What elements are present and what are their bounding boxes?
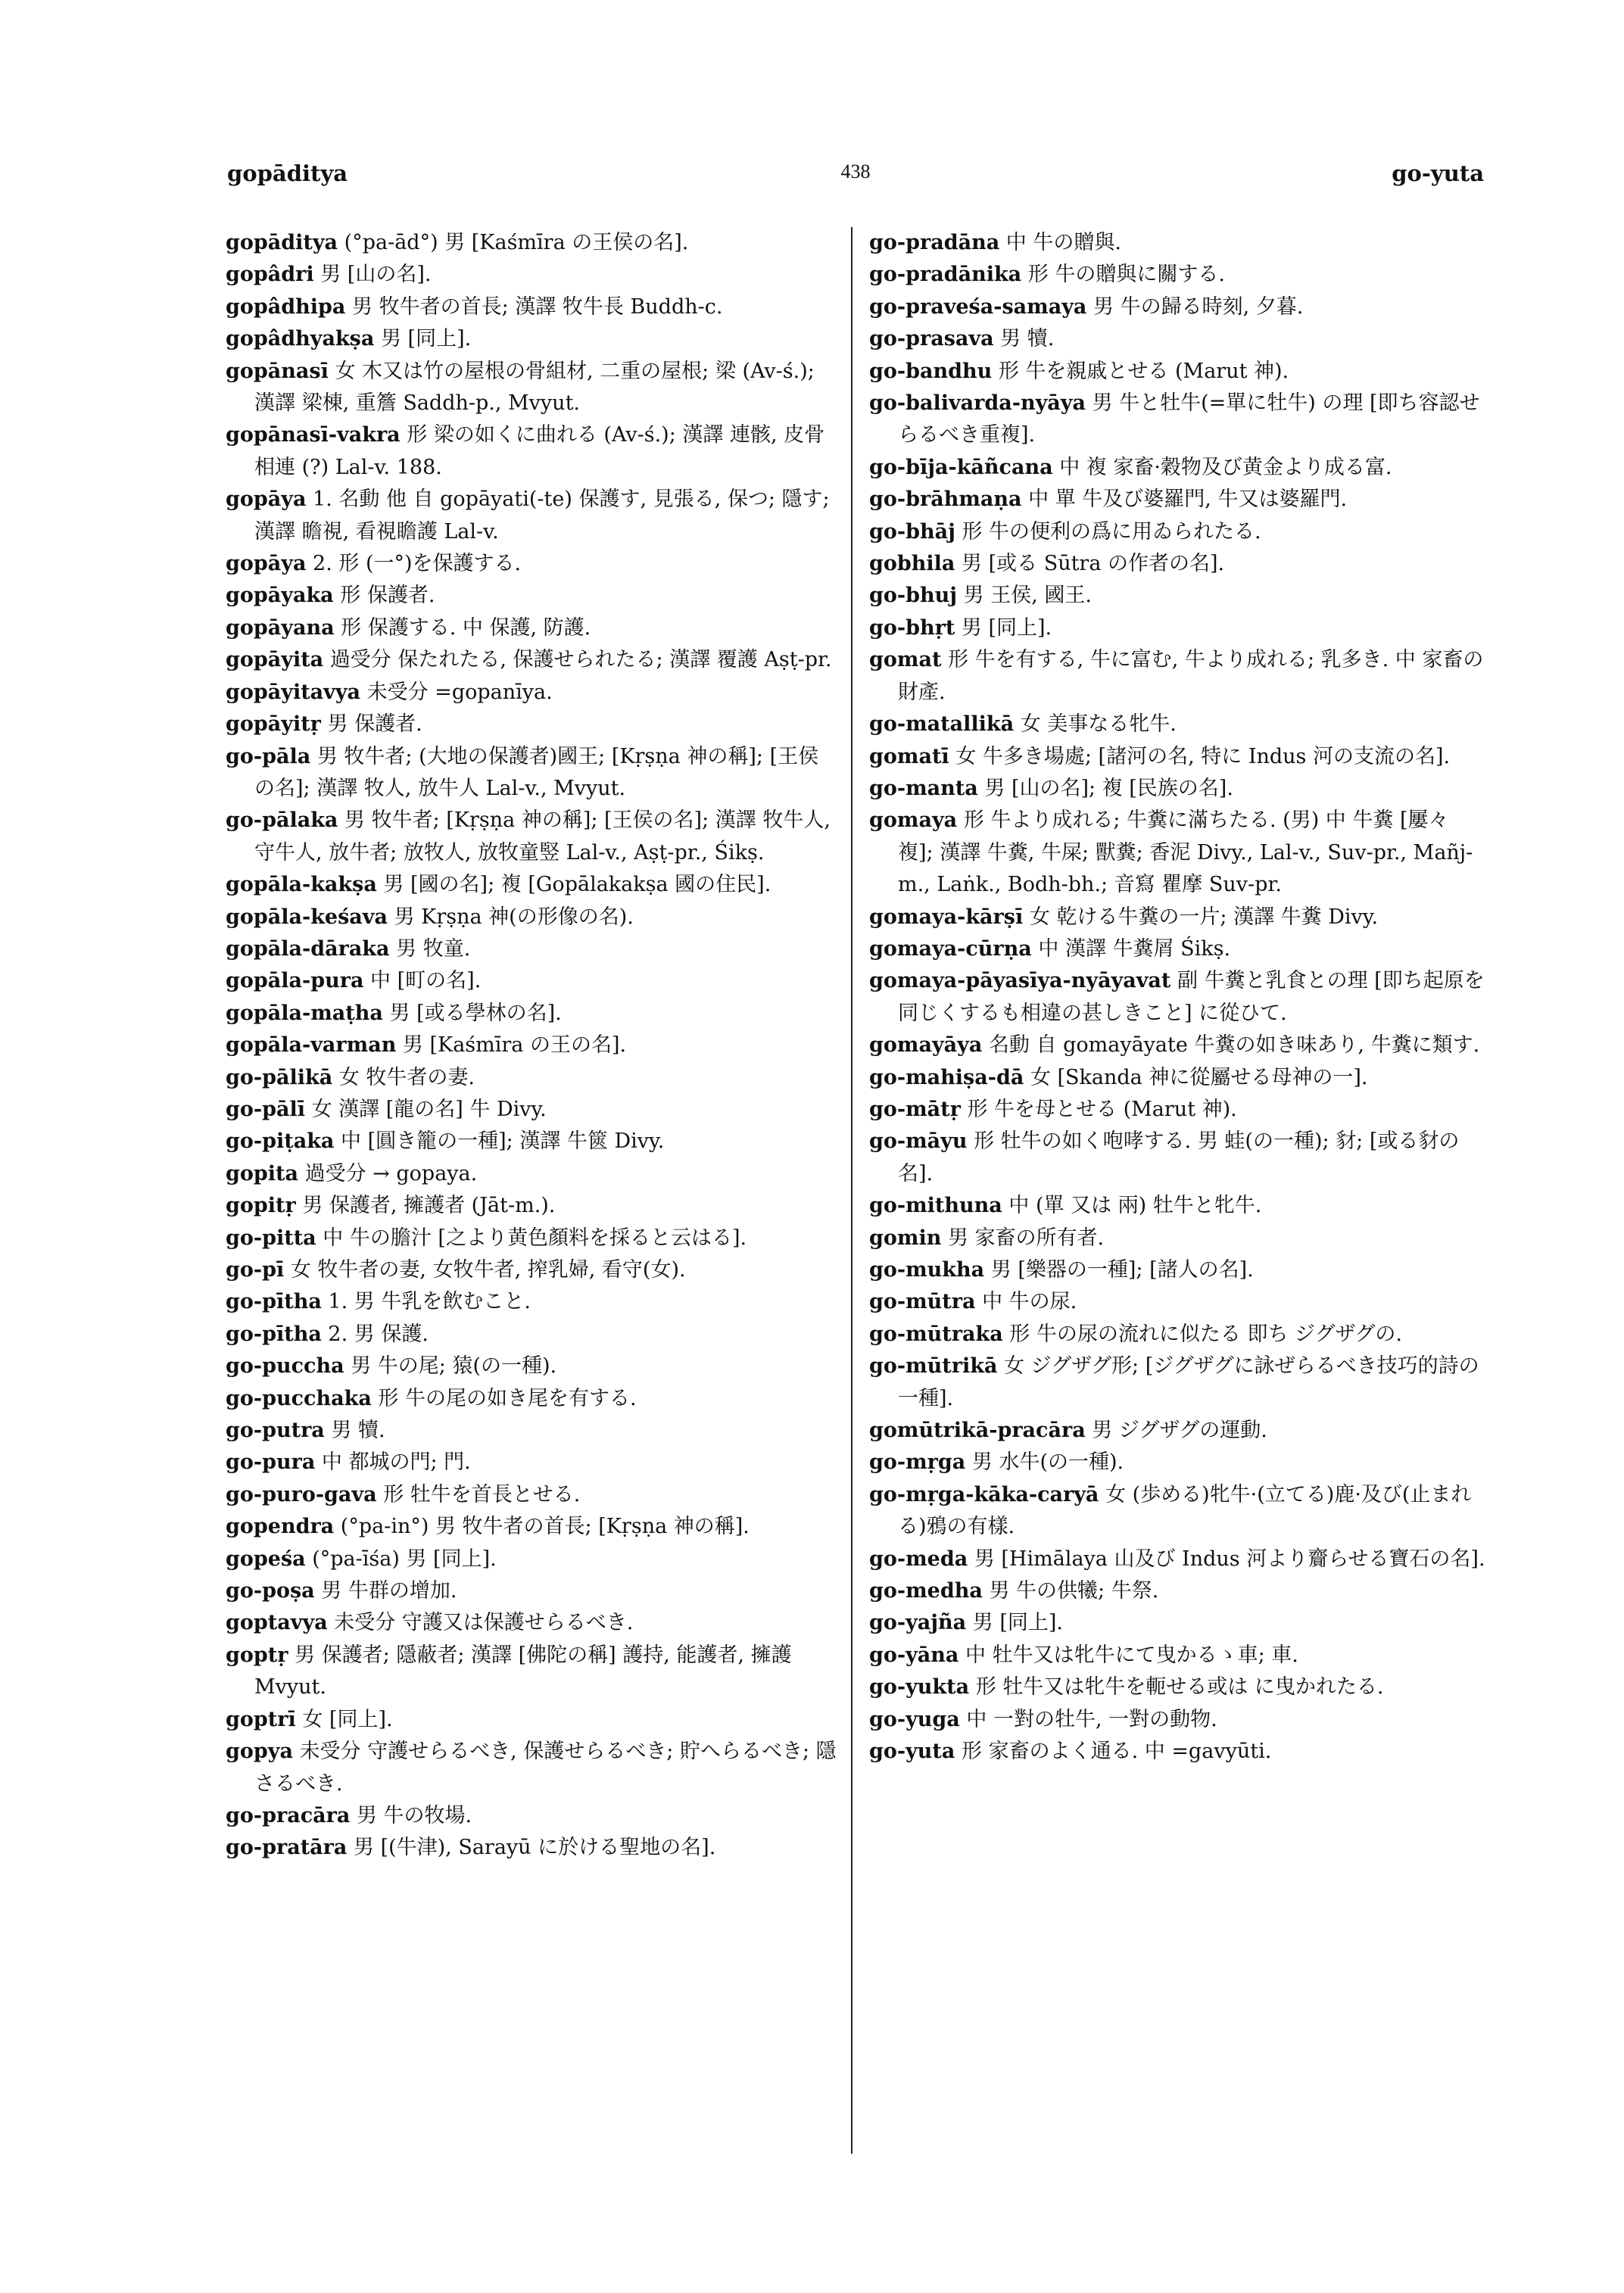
dictionary-entry [226,1544,837,1575]
entry-headword: gomat [869,648,942,672]
entry-headword: go-pradāna [869,231,1000,254]
dictionary-entry [226,612,837,644]
dictionary-entry [869,1736,1486,1768]
entry-definition: 形 牛を有する, 牛に富む, 牛より成れる; 乳多き. 中 家畜の財產. [898,648,1484,704]
entry-headword: go-mahiṣa-dā [869,1065,1024,1089]
dictionary-entry [869,259,1486,291]
entry-headword: gomatī [869,744,949,768]
entry-definition: 未受分 =gopanīya. [366,680,553,704]
page-number: 438 [840,160,871,182]
entry-definition: 形 牛の尾の如き尾を有する. [378,1386,637,1410]
entry-definition: 女 木又は竹の屋根の骨組材, 二重の屋根; 梁 (Av-ś.); 漢譯 梁棟, 重簷 Saddh-p., Mvyut. [254,359,815,416]
right-column [869,227,1486,1768]
entry-headword: gopāditya [226,231,338,254]
entry-headword: go-bhṛt [869,615,955,640]
entry-definition: 男 [(牛津), Sarayū に於ける聖地の名]. [353,1836,716,1860]
dictionary-entry [869,1671,1486,1703]
entry-headword: go-pucchaka [226,1386,372,1410]
dictionary-entry [869,1223,1486,1254]
dictionary-entry [226,869,837,901]
entry-definition: 形 保護する. 中 保護, 防護. [341,615,591,640]
dictionary-entry [226,1223,837,1254]
dictionary-entry [869,709,1486,740]
entry-definition: 中 牛の膽汁 [之より黄色顏料を採ると云はる]. [323,1226,747,1250]
entry-headword: gopāyana [226,615,335,640]
entry-headword: gopāya [226,488,307,512]
dictionary-entry [226,1415,837,1447]
dictionary-entry [226,709,837,740]
entry-headword: gopitṛ [226,1194,296,1218]
entry-headword: go-yuta [869,1740,955,1764]
entry-definition: 女 [同上]. [302,1707,393,1731]
dictionary-entry [869,1094,1486,1126]
entry-headword: go-meda [869,1547,968,1571]
dictionary-entry [226,1832,837,1864]
entry-headword: gopeśa [226,1547,306,1571]
entry-definition: 中 複 家畜·穀物及び黄金より成る富. [1059,455,1392,479]
entry-headword: gopâdhyakṣa [226,327,375,351]
dictionary-entry [869,933,1486,965]
entry-headword: go-praveśa-samaya [869,294,1087,319]
entry-definition: 女 漢譯 [龍の名] 牛 Divy. [311,1097,547,1121]
entry-definition: 形 家畜のよく通る. 中 =gavyūti. [961,1740,1272,1764]
entry-definition: 中 一對の牡牛, 一對の動物. [966,1707,1217,1731]
right-guide-word: go-yuta [1392,160,1484,186]
entry-definition: 形 梁の如くに曲れる (Av-ś.); 漢譯 連骸, 皮骨相連 (?) Lal-v. 188. [254,423,825,479]
entry-definition: 中 漢譯 牛糞屑 Śikṣ. [1038,936,1231,961]
entry-definition: 形 牛の尿の流れに似たる 即ち ジグザグの. [1009,1322,1402,1346]
dictionary-entry [226,1319,837,1351]
entry-definition: 男 [同上]. [972,1611,1063,1635]
entry-definition: 女 牧牛者の妻, 女牧牛者, 搾乳婦, 看守(女). [290,1258,686,1282]
entry-definition: 副 牛糞と乳食との理 [即ち起原を同じくするも相違の甚しきこと] に從ひて. [898,969,1485,1025]
dictionary-entry [869,548,1486,580]
dictionary-entry [869,516,1486,548]
entry-headword: go-mṛga [869,1450,966,1475]
entry-headword: go-piṭaka [226,1129,335,1154]
dictionary-entry [226,1126,837,1157]
entry-definition: 男 水牛(の一種). [971,1450,1124,1475]
dictionary-entry [869,1640,1486,1671]
entry-definition: 2. 男 保護. [328,1322,429,1346]
dictionary-entry [226,259,837,291]
dictionary-entry [869,1607,1486,1639]
entry-definition: 過受分 → gopaya. [304,1161,478,1185]
dictionary-entry [226,1800,837,1832]
entry-headword: go-pālaka [226,808,338,833]
entry-headword: go-pītha [226,1290,322,1314]
entry-definition: 男 保護者; 隱蔽者; 漢譯 [佛陀の稱] 護持, 能護者, 擁護 Mvyut. [254,1643,792,1699]
dictionary-entry [226,484,837,548]
entry-definition: 中 單 牛及び婆羅門, 牛又は婆羅門. [1028,488,1348,512]
dictionary-entry [869,1254,1486,1286]
entry-definition: 形 牡牛又は牝牛を軛せる或は に曳かれたる. [975,1675,1384,1699]
entry-definition: 中 牛の尿. [982,1290,1077,1314]
entry-headword: go-pī [226,1258,285,1282]
dictionary-entry [869,1126,1486,1190]
entry-definition: 女 乾ける牛糞の一片; 漢譯 牛糞 Divy. [1029,905,1379,929]
dictionary-entry [226,1383,837,1415]
entry-definition: 男 [山の名]; 複 [民族の名]. [984,776,1233,800]
dictionary-entry [226,548,837,580]
entry-headword: go-balivarda-nyāya [869,391,1086,416]
entry-definition: 中 牡牛又は牝牛にて曳かるゝ車; 車. [965,1643,1298,1667]
entry-definition: 形 牛の便利の爲に用ゐられたる. [962,519,1261,544]
page-header [227,160,1484,198]
entry-definition: 男 家畜の所有者. [947,1226,1105,1250]
entry-definition: 女 ジグザグ形; [ジグザグに詠ぜらるべき技巧的詩の一種]. [898,1354,1479,1410]
entry-headword: gopāyitavya [226,680,361,704]
entry-headword: gopita [226,1161,298,1185]
entry-definition: 形 牡牛の如く咆哮する. 男 蛙(の一種); 豺; [或る豺の名]. [898,1129,1460,1185]
entry-headword: gomaya [869,808,958,833]
entry-definition: 女 牛多き場處; [諸河の名, 特に Indus 河の支流の名]. [955,744,1451,768]
dictionary-entry [226,998,837,1030]
dictionary-entry [869,1030,1486,1061]
entry-headword: go-mūtra [869,1290,976,1314]
entry-headword: gopāla-pura [226,969,364,993]
entry-definition: 男 ジグザグの運動. [1092,1419,1267,1443]
entry-definition: 形 牡牛を首長とせる. [383,1482,581,1506]
dictionary-entry [226,1575,837,1607]
entry-headword: goptṛ [226,1643,288,1667]
entry-definition: 女 牧牛者の妻. [338,1065,475,1089]
entry-definition: 未受分 守護せらるべき, 保護せらるべき; 貯へらるべき; 隱さるべき. [254,1740,837,1796]
entry-headword: gopāla-varman [226,1033,397,1058]
dictionary-entry [869,965,1486,1030]
entry-definition: (°pa-īśa) 男 [同上]. [312,1547,497,1571]
entry-headword: go-yāna [869,1643,959,1667]
dictionary-entry [869,484,1486,516]
dictionary-entry [226,323,837,355]
entry-definition: 中 都城の門; 門. [321,1450,471,1475]
entry-definition: 形 牛を親戚とせる (Marut 神). [998,359,1289,383]
dictionary-entry [869,644,1486,709]
entry-headword: go-mukha [869,1258,985,1282]
entry-headword: gopāla-dāraka [226,936,390,961]
entry-headword: gopya [226,1740,293,1764]
entry-definition: 1. 男 牛乳を飲むこと. [328,1290,531,1314]
dictionary-entry [869,1062,1486,1094]
entry-definition: 形 牛の贈與に關する. [1027,263,1225,287]
entry-headword: gopāla-maṭha [226,1001,383,1025]
entry-headword: gopāla-kakṣa [226,873,377,897]
entry-definition: 中 (單 又は 兩) 牡牛と牝牛. [1008,1194,1262,1218]
entry-definition: 男 [同上]. [961,615,1052,640]
dictionary-entry [226,677,837,709]
dictionary-entry [869,1319,1486,1351]
entry-headword: go-pāla [226,744,311,768]
entry-definition: 男 [樂器の一種]; [諸人の名]. [990,1258,1254,1282]
entry-headword: goptrī [226,1707,296,1731]
entry-definition: 男 犢. [331,1419,385,1443]
entry-headword: go-pālī [226,1097,305,1121]
dictionary-entry [226,356,837,420]
entry-definition: 男 [同上]. [380,327,472,351]
dictionary-entry [869,580,1486,612]
entry-definition: 男 [Himālaya 山及び Indus 河より齎らせる寶石の名]. [974,1547,1485,1571]
entry-definition: 形 牛より成れる; 牛糞に滿ちたる. (男) 中 牛糞 [屢々 複]; 漢譯 牛糞, 牛屎; 獸糞; 香泥 Divy., Lal-v., Suv-pr., Mañj-m., Laṅk., Bodh-bh.; 音寫 瞿摩 Suv-pr. [898,808,1473,897]
dictionary-entry [869,1447,1486,1478]
entry-definition: 男 保護者. [327,712,422,737]
entry-definition: 女 美事なる牝牛. [1020,712,1177,737]
entry-definition: 未受分 守護又は保護せらるべき. [334,1611,634,1635]
entry-headword: gomaya-kārṣī [869,905,1024,929]
dictionary-entry [226,1351,837,1382]
entry-headword: go-poṣa [226,1579,315,1603]
entry-headword: go-pracāra [226,1803,351,1827]
entry-definition: 男 [山の名]. [320,263,432,287]
dictionary-entry [226,1479,837,1511]
entry-headword: gomin [869,1226,942,1250]
entry-headword: go-mūtraka [869,1322,1003,1346]
dictionary-entry [869,356,1486,388]
dictionary-entry [226,580,837,612]
dictionary-entry [869,1415,1486,1447]
dictionary-entry [226,227,837,259]
entry-headword: go-medha [869,1579,983,1603]
dictionary-entry [226,1190,837,1222]
left-column [226,227,837,1865]
entry-definition: 男 牛群の增加. [321,1579,457,1603]
entry-definition: 男 牧牛者; [Kṛṣṇa 神の稱]; [王侯の名]; 漢譯 牧牛人, 守牛人, 放牛者; 放牧人, 放牧童竪 Lal-v., Aṣṭ-pr., Śikṣ. [254,808,831,865]
dictionary-entry [226,1254,837,1286]
dictionary-entry [226,1607,837,1639]
dictionary-entry [869,1544,1486,1575]
dictionary-entry [226,1286,837,1318]
entry-headword: go-pratāra [226,1836,348,1860]
dictionary-entry [869,1575,1486,1607]
entry-definition: 男 Kṛṣṇa 神(の形像の名). [394,905,634,929]
entry-headword: gopâdhipa [226,294,346,319]
entry-headword: gopānasī-vakra [226,423,401,447]
dictionary-entry [869,1190,1486,1222]
dictionary-entry [226,1704,837,1736]
entry-definition: 男 牛の牧場. [356,1803,472,1827]
entry-headword: gomaya-cūrṇa [869,936,1032,961]
dictionary-entry [869,1286,1486,1318]
entry-definition: 男 [國の名]; 複 [Gopālakakṣa 國の住民]. [383,873,771,897]
dictionary-entry [869,902,1486,933]
dictionary-entry [226,1447,837,1478]
entry-definition: 男 牛の尾; 猿(の一種). [351,1354,557,1379]
dictionary-entry [869,741,1486,773]
entry-headword: go-yuga [869,1707,960,1731]
entry-headword: gopāyita [226,648,324,672]
dictionary-entry [869,323,1486,355]
entry-headword: go-puccha [226,1354,344,1379]
dictionary-entry [226,1640,837,1704]
entry-headword: go-pradānika [869,263,1022,287]
dictionary-entry [226,805,837,869]
entry-definition: 形 牛を母とせる (Marut 神). [967,1097,1237,1121]
dictionary-entry [226,1158,837,1190]
dictionary-entry [226,933,837,965]
entry-headword: go-putra [226,1419,325,1443]
dictionary-entry [226,965,837,997]
entry-headword: gopāya [226,552,307,576]
entry-definition: 1. 名動 他 自 gopāyati(-te) 保護す, 見張る, 保つ; 隱す; 漢譯 瞻視, 看視瞻護 Lal-v. [254,488,830,544]
entry-definition: 過受分 保たれたる, 保護せられたる; 漢譯 覆護 Aṣṭ-pr. [329,648,832,672]
entry-headword: go-manta [869,776,978,800]
entry-definition: 男 犢. [1000,327,1055,351]
dictionary-entry [226,1030,837,1061]
entry-definition: 女 (歩める)牝牛·(立てる)鹿·及び(止まれる)鴉の有樣. [898,1482,1472,1539]
dictionary-entry [869,1351,1486,1415]
entry-definition: 男 牧牛者; (大地の保護者)國王; [Kṛṣṇa 神の稱]; [王侯の名]; 漢譯 牧人, 放牛人 Lal-v., Mvyut. [254,744,819,800]
dictionary-entry [226,291,837,323]
entry-headword: go-matallikā [869,712,1015,737]
entry-headword: goptavya [226,1611,328,1635]
entry-definition: 男 牛の供犧; 牛祭. [989,1579,1159,1603]
dictionary-entry [869,1479,1486,1544]
dictionary-entry [869,1704,1486,1736]
entry-definition: 女 [Skanda 神に從屬せる母神の一]. [1030,1065,1368,1089]
dictionary-entry [226,741,837,805]
entry-headword: gomaya-pāyasīya-nyāyavat [869,969,1171,993]
entry-headword: go-bīja-kāñcana [869,455,1053,479]
dictionary-entry [869,291,1486,323]
entry-headword: go-pitta [226,1226,316,1250]
entry-definition: (°pa-ād°) 男 [Kaśmīra の王侯の名]. [344,231,689,254]
entry-headword: go-brāhmaṇa [869,488,1022,512]
entry-definition: 男 牛と牡牛(=單に牡牛) の理 [即ち容認せらるべき重複]. [898,391,1480,447]
entry-headword: gomūtrikā-pracāra [869,1419,1086,1443]
dictionary-entry [226,1062,837,1094]
dictionary-entry [869,452,1486,484]
entry-headword: go-mūtrikā [869,1354,998,1379]
dictionary-entry [226,1736,837,1800]
entry-headword: go-bandhu [869,359,993,383]
entry-headword: go-pālikā [226,1065,333,1089]
dictionary-entry [869,805,1486,901]
entry-headword: gopāyitṛ [226,712,321,737]
dictionary-entry [869,612,1486,644]
dictionary-entry [226,902,837,933]
entry-headword: go-pura [226,1450,316,1475]
entry-definition: 男 牛の歸る時刻, 夕暮. [1093,294,1304,319]
entry-definition: 男 王侯, 國王. [963,584,1092,608]
entry-headword: go-mṛga-kāka-caryā [869,1482,1099,1506]
entry-definition: 名動 自 gomayāyate 牛糞の如き味あり, 牛糞に類す. [988,1033,1480,1058]
dictionary-entry [226,644,837,676]
entry-headword: gopendra [226,1515,335,1539]
dictionary-entry [869,773,1486,805]
entry-headword: go-pītha [226,1322,322,1346]
entry-definition: 中 [町の名]. [370,969,482,993]
entry-headword: go-prasava [869,327,994,351]
entry-definition: 中 牛の贈與. [1005,231,1121,254]
entry-definition: 男 牧童. [396,936,471,961]
entry-definition: 男 [Kaśmīra の王の名]. [402,1033,627,1058]
entry-headword: go-bhāj [869,519,955,544]
dictionary-entry [226,419,837,484]
entry-headword: gobhila [869,552,955,576]
entry-headword: go-bhuj [869,584,958,608]
entry-definition: 中 [圓き籠の一種]; 漢譯 牛篋 Divy. [341,1129,665,1154]
entry-headword: gomayāya [869,1033,983,1058]
entry-headword: go-yajña [869,1611,967,1635]
entry-headword: go-māyu [869,1129,968,1154]
entry-headword: go-mātṛ [869,1097,961,1121]
entry-definition: 男 牧牛者の首長; 漢譯 牧牛長 Buddh-c. [352,294,723,319]
entry-headword: gopāla-keśava [226,905,388,929]
entry-headword: gopānasī [226,359,329,383]
dictionary-entry [226,1094,837,1126]
dictionary-entry [869,227,1486,259]
entry-headword: gopâdri [226,263,314,287]
column-divider [851,227,853,2154]
entry-definition: 男 [或る Sūtra の作者の名]. [962,552,1225,576]
entry-definition: 男 [或る學林の名]. [389,1001,562,1025]
entry-headword: go-puro-gava [226,1482,377,1506]
entry-headword: gopāyaka [226,584,334,608]
entry-definition: 男 保護者, 擁護者 (Jāt-m.). [302,1194,556,1218]
entry-definition: 形 保護者. [340,584,435,608]
entry-definition: (°pa-in°) 男 牧牛者の首長; [Kṛṣṇa 神の稱]. [340,1515,750,1539]
dictionary-entry [869,388,1486,452]
left-guide-word: gopāditya [227,160,348,186]
entry-headword: go-mithuna [869,1194,1002,1218]
dictionary-entry [226,1511,837,1543]
entry-definition: 2. 形 (一°)を保護する. [313,552,522,576]
entry-headword: go-yukta [869,1675,970,1699]
